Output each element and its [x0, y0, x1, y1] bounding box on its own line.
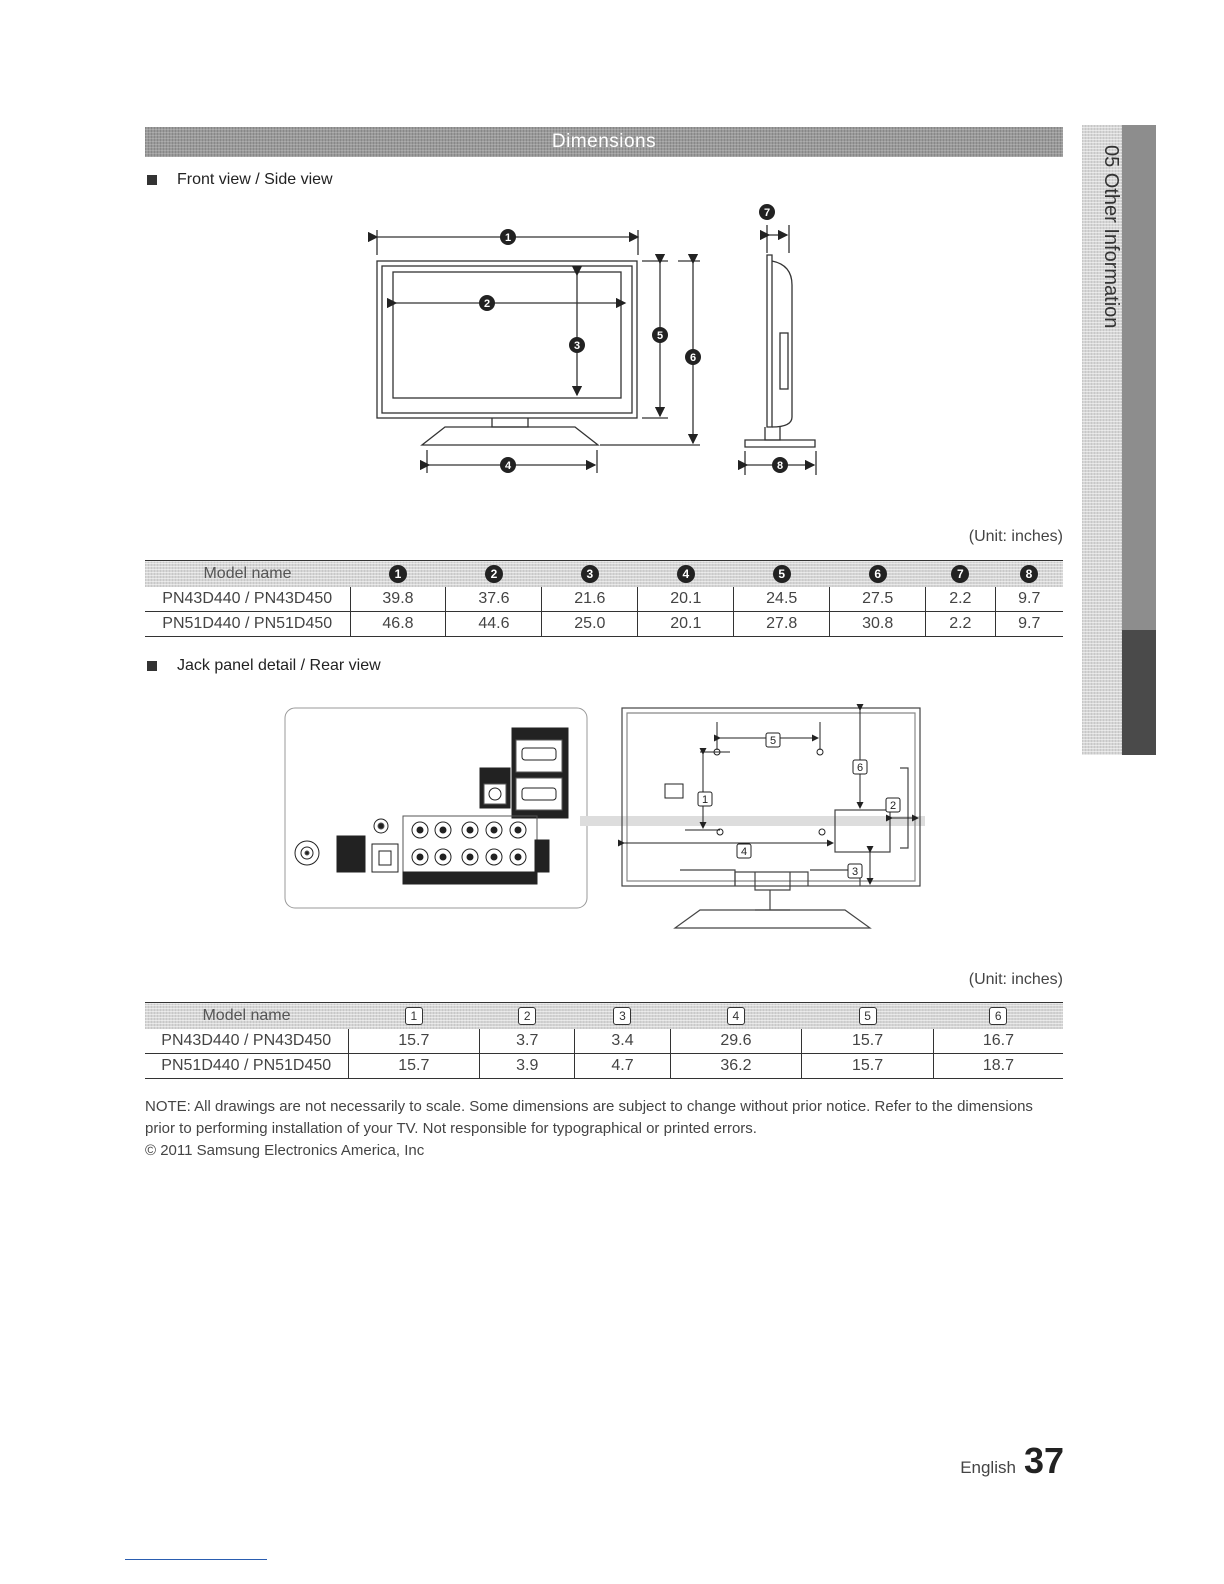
page-footer: [960, 1440, 1064, 1482]
svg-text:6: 6: [856, 762, 864, 774]
table-row: PN43D440 / PN43D450 39.8 37.6 21.6 20.1 24.5 27.5 2.2 9.7: [145, 587, 1063, 612]
table-header-row: Model name 1 2 3 4 5 6: [145, 1003, 1063, 1030]
svg-text:1: 1: [701, 794, 709, 806]
jack-panel-rear-view-diagram: [280, 700, 930, 940]
footer-rule: [125, 1559, 267, 1560]
svg-text:2: 2: [483, 298, 491, 310]
table-row: PN51D440 / PN51D450 46.8 44.6 25.0 20.1 27.8 30.8 2.2 9.7: [145, 612, 1063, 637]
svg-text:2: 2: [889, 800, 897, 812]
table-row: PN51D440 / PN51D450 15.7 3.9 4.7 36.2 15.7 18.7: [145, 1054, 1063, 1079]
svg-text:7: 7: [763, 207, 771, 219]
svg-text:5: 5: [769, 735, 777, 747]
svg-text:4: 4: [504, 460, 512, 472]
table-row: PN43D440 / PN43D450 15.7 3.7 3.4 29.6 15.7 16.7: [145, 1029, 1063, 1054]
svg-text:3: 3: [851, 866, 859, 878]
language-label: English: [960, 1458, 1016, 1477]
bullet-square-icon: [147, 175, 157, 185]
svg-text:8: 8: [776, 460, 784, 472]
jack-panel-detail: [285, 708, 925, 908]
copyright-text: © 2011 Samsung Electronics America, Inc: [145, 1142, 425, 1159]
chapter-tab-label: 05 Other Information: [1100, 145, 1122, 329]
unit-label-1: (Unit: inches): [968, 528, 1063, 545]
chapter-tab: [1082, 125, 1156, 755]
svg-text:1: 1: [504, 232, 512, 244]
svg-text:6: 6: [689, 352, 697, 364]
note-text: NOTE: All drawings are not necessarily to scale. Some dimensions are subject to change without prior notice. Refer to the dimensions prior to performing installation of your TV. Not responsible for typographical or printed errors.: [145, 1098, 1033, 1137]
disclaimer-note: [145, 1096, 1065, 1162]
svg-text:5: 5: [656, 330, 664, 342]
unit-label-2: (Unit: inches): [968, 971, 1063, 988]
section-heading-front-side: Front view / Side view: [147, 171, 333, 189]
bullet-square-icon: [147, 661, 157, 671]
dimensions-table-front: [145, 560, 1063, 637]
table-header-row: Model name 1 2 3 4 5 6 7 8: [145, 561, 1063, 588]
dimensions-table-rear: [145, 1002, 1063, 1079]
section-heading-jack-rear: Jack panel detail / Rear view: [147, 657, 381, 675]
front-side-view-diagram: [360, 195, 840, 495]
svg-text:3: 3: [573, 340, 581, 352]
page-title: Dimensions: [551, 131, 657, 152]
section-title-bar: [145, 127, 1063, 157]
svg-text:4: 4: [740, 846, 748, 858]
page-number: 37: [1023, 1440, 1064, 1481]
dimension-markers: [479, 204, 788, 473]
